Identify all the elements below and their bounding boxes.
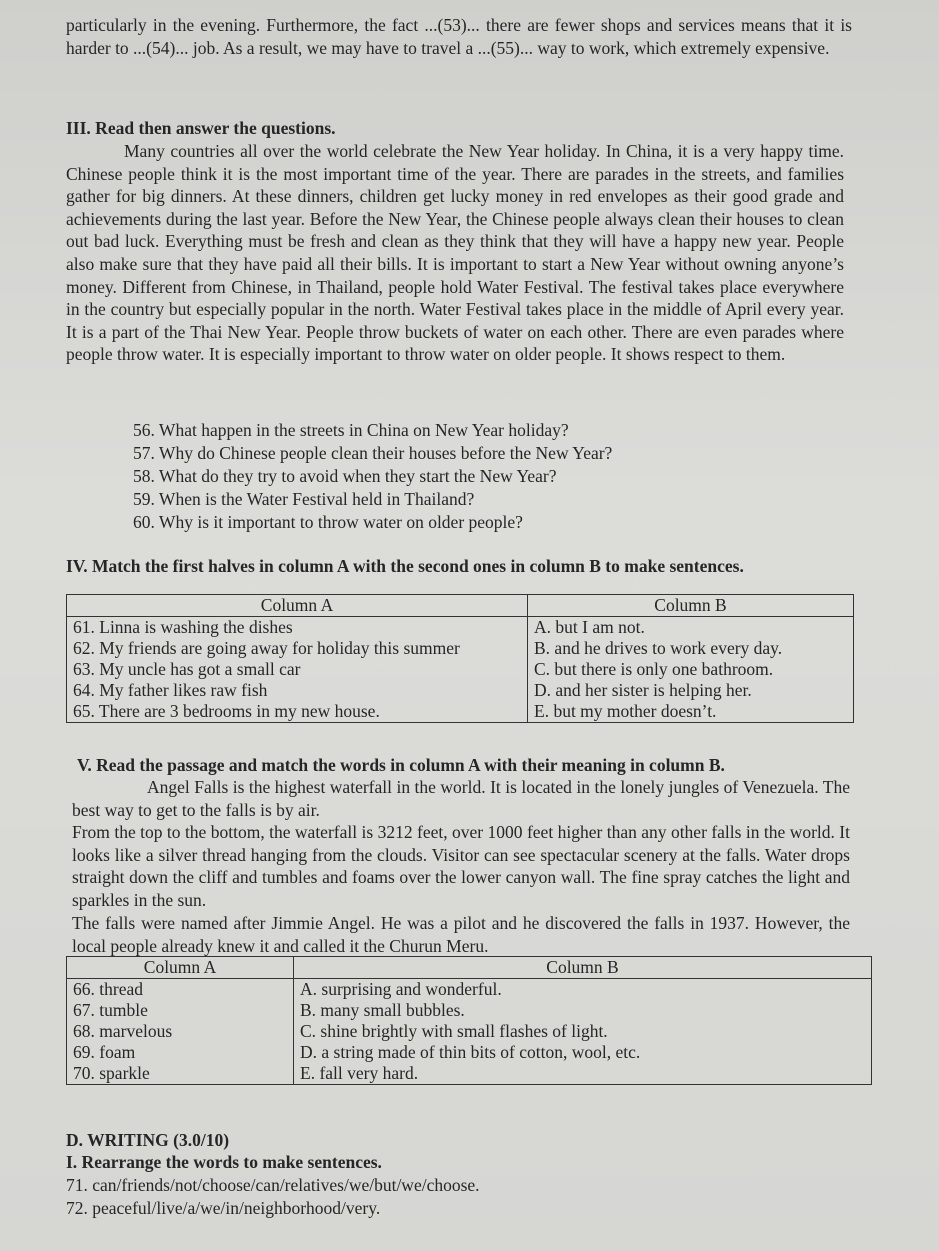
- section4-heading: IV. Match the first halves in column A with the second ones in column B to make sentences.: [66, 556, 744, 576]
- cell-a: 62. My friends are going away for holiday this summer: [67, 638, 528, 659]
- section5-para2: From the top to the bottom, the waterfall is 3212 feet, over 1000 feet higher than any other falls in the world. It looks like a silver thread hanging from the clouds. Visitor can see spectacular scenery at the falls. Water drops straight down the cliff and tumbles and foams over the lower canyon wall. The fine spray catches the light and sparkles in the sun.: [72, 822, 850, 910]
- section3-passage: Many countries all over the world celebrate the New Year holiday. In China, it is a very happy time. Chinese people think it is the most important time of the year. There are parades in the streets, and families gather for big dinners. At these dinners, children get lucky money in red envelopes as their good grade and achievements during the last year. Before the New Year, the Chinese people always clean their houses to clean out bad luck. Everything must be fresh and clean as they think that they will have a happy new year. People also make sure that they have paid all their bills. It is important to start a New Year without owning anyone’s money. Different from Chinese, in Thailand, people hold Water Festival. The festival takes place everywhere in the country but especially popular in the north. Water Festival takes place in the middle of April every year. It is a part of the Thai New Year. People throw buckets of water on each other. There are even parades where people throw water. It is especially important to throw water on older people. It shows respect to them.: [66, 141, 844, 365]
- cell-a: 69. foam: [67, 1042, 294, 1063]
- cell-a: 63. My uncle has got a small car: [67, 659, 528, 680]
- question-56: 56. What happen in the streets in China on New Year holiday?: [133, 420, 569, 440]
- table-row: [67, 1042, 872, 1063]
- match-table-2: [66, 956, 872, 1085]
- table-row: [67, 617, 854, 639]
- col-b-header: Column B: [294, 957, 872, 979]
- writing-item-71: 71. can/friends/not/choose/can/relatives/we/but/we/choose.: [66, 1175, 480, 1195]
- table-row: [67, 1021, 872, 1042]
- cell-b: D. and her sister is helping her.: [528, 680, 854, 701]
- table-row: [67, 638, 854, 659]
- section5-para3: The falls were named after Jimmie Angel. He was a pilot and he discovered the falls in 1937. However, the local people already knew it and called it the Churun Meru.: [72, 913, 850, 956]
- cell-a: 67. tumble: [67, 1000, 294, 1021]
- cell-a: 70. sparkle: [67, 1063, 294, 1085]
- cell-b: E. fall very hard.: [294, 1063, 872, 1085]
- col-a-header: Column A: [67, 595, 528, 617]
- section5-para1: Angel Falls is the highest waterfall in the world. It is located in the lonely jungles of Venezuela. The best way to get to the falls is by air.: [72, 777, 850, 820]
- cell-b: C. shine brightly with small flashes of light.: [294, 1021, 872, 1042]
- table-row: [67, 680, 854, 701]
- cell-b: E. but my mother doesn’t.: [528, 701, 854, 723]
- writing-item-72: 72. peaceful/live/a/we/in/neighborhood/very.: [66, 1198, 381, 1218]
- cell-a: 65. There are 3 bedrooms in my new house.: [67, 701, 528, 723]
- section3-heading: III. Read then answer the questions.: [66, 118, 336, 138]
- table-row: [67, 1000, 872, 1021]
- cell-a: 64. My father likes raw fish: [67, 680, 528, 701]
- question-59: 59. When is the Water Festival held in Thailand?: [133, 489, 475, 509]
- writing-subheading: I. Rearrange the words to make sentences.: [66, 1152, 382, 1172]
- cell-b: D. a string made of thin bits of cotton, wool, etc.: [294, 1042, 872, 1063]
- question-57: 57. Why do Chinese people clean their houses before the New Year?: [133, 443, 613, 463]
- cell-b: B. and he drives to work every day.: [528, 638, 854, 659]
- cell-b: A. but I am not.: [528, 617, 854, 639]
- top-passage: particularly in the evening. Furthermore, the fact ...(53)... there are fewer shops and services means that it is harder to ...(54)... job. As a result, we may have to travel a ...(55)... way to work, which extremely expensive.: [66, 15, 852, 58]
- section5-heading: V. Read the passage and match the words in column A with their meaning in column B.: [77, 755, 725, 775]
- col-a-header: Column A: [67, 957, 294, 979]
- cell-b: B. many small bubbles.: [294, 1000, 872, 1021]
- question-58: 58. What do they try to avoid when they start the New Year?: [133, 466, 557, 486]
- writing-heading: D. WRITING (3.0/10): [66, 1130, 230, 1150]
- table-row: [67, 701, 854, 723]
- cell-a: 66. thread: [67, 979, 294, 1001]
- cell-a: 68. marvelous: [67, 1021, 294, 1042]
- question-60: 60. Why is it important to throw water on older people?: [133, 512, 523, 532]
- table-row: [67, 979, 872, 1001]
- cell-b: C. but there is only one bathroom.: [528, 659, 854, 680]
- table-row: [67, 659, 854, 680]
- match-table-1: [66, 594, 854, 723]
- table-row: [67, 1063, 872, 1085]
- cell-b: A. surprising and wonderful.: [294, 979, 872, 1001]
- cell-a: 61. Linna is washing the dishes: [67, 617, 528, 639]
- col-b-header: Column B: [528, 595, 854, 617]
